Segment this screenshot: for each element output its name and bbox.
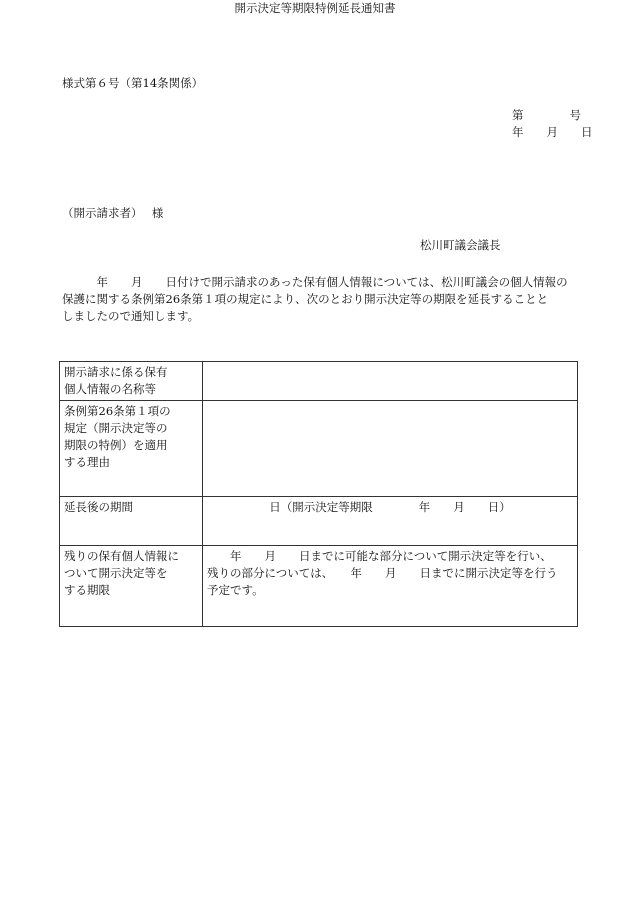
remaining-deadline-value [203,546,578,627]
reason-value [203,401,578,497]
value-line: 残りの部分については、 年 月 日までに開示決定等を行う [207,566,558,580]
table-row-info-name [60,362,578,401]
row-label: 延長後の期間 [60,497,203,546]
table-row-extended-period [60,497,578,546]
row-label-line: する理由 [64,455,110,469]
document-title: 開示決定等期限特例延長通知書 [234,1,396,15]
extended-period-value: 日（開示決定等期限 年 月 日） [203,497,578,546]
row-label [60,362,203,401]
row-label-line: 個人情報の名称等 [64,382,156,396]
notice-body-line: 年 月 日付けで開示請求のあった保有個人情報については、松川町議会の個人情報の [62,275,568,289]
document-number: 第 号 [512,108,581,122]
notice-body-line: しましたので通知します。 [62,309,200,323]
sender: 松川町議会議長 [420,238,501,252]
row-label-line: する期限 [64,583,110,597]
document-date: 年 月 日 [512,125,593,139]
row-label [60,546,203,627]
table-row-reason [60,401,578,497]
notice-body-line: 保護に関する条例第26条第１項の規定により、次のとおり開示決定等の期限を延長することと [62,292,549,306]
row-label-line: 残りの保有個人情報に [64,549,179,563]
form-number-label: 様式第６号（第14条関係） [62,76,204,90]
row-label-line: 開示請求に係る保有 [64,365,168,379]
table-row-remaining-deadline [60,546,578,627]
row-label-line: 期限の特例）を適用 [64,438,168,452]
info-name-value [203,362,578,401]
value-line: 年 月 日までに可能な部分について開示決定等を行い、 [207,549,552,563]
addressee: （開示請求者） 様 [62,206,164,220]
value-line: 予定です。 [207,583,264,597]
row-label [60,401,203,497]
row-label-line: 条例第26条第１項の [64,404,171,418]
row-label-line: 規定（開示決定等の [64,421,168,435]
row-label-line: ついて開示決定等を [64,566,168,580]
notice-body [62,274,583,325]
notice-table [59,361,578,627]
